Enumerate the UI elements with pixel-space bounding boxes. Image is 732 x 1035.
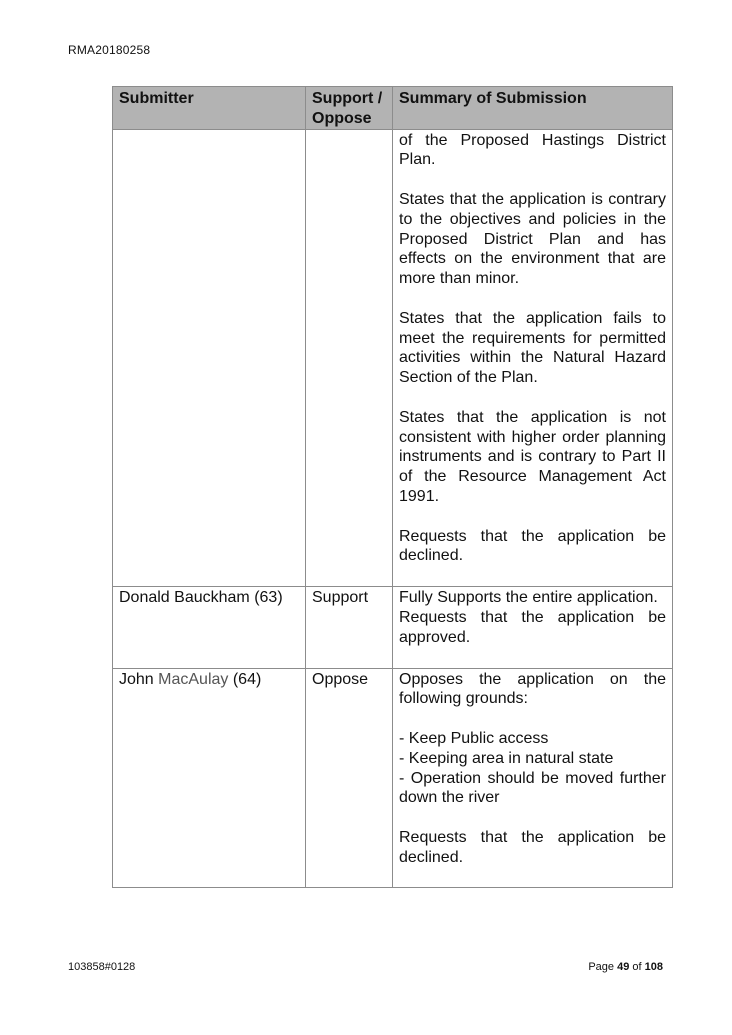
header-support-oppose: Support / Oppose: [306, 87, 393, 130]
table-row: [113, 587, 673, 668]
document-reference: RMA20180258: [68, 43, 151, 57]
summary-paragraph: Requests that the application be approved.: [399, 608, 666, 646]
table-row: [113, 129, 673, 587]
summary-paragraph: Fully Supports the entire application.: [399, 589, 658, 607]
footer-page-number: [588, 961, 663, 973]
footer-document-number: 103858#0128: [68, 961, 136, 973]
submitter-cell: [113, 668, 306, 888]
summary-paragraph: of the Proposed Hastings District Plan.: [399, 131, 666, 169]
summary-paragraph: Requests that the application be declined.: [399, 527, 666, 565]
header-summary: Summary of Submission: [393, 87, 673, 130]
position-cell: [306, 129, 393, 587]
summary-cell: [393, 129, 673, 587]
summary-cell: [393, 668, 673, 888]
table-row: [113, 668, 673, 888]
summary-bullet: - Operation should be moved further down the river: [399, 769, 666, 807]
summary-bullet: - Keep Public access: [399, 729, 549, 747]
submitter-number: (64): [228, 670, 262, 688]
page-total: 108: [644, 961, 663, 973]
header-submitter: Submitter: [113, 87, 306, 130]
submitter-cell: [113, 129, 306, 587]
summary-bullet: - Keeping area in natural state: [399, 749, 614, 767]
summary-paragraph: States that the application is not consistent with higher order planning instruments and is contrary to Part II of the Resource Management Act 1991.: [399, 408, 666, 505]
page-label: Page: [588, 961, 618, 973]
summary-paragraph: States that the application is contrary to the objectives and policies in the Proposed District Plan and has effects on the environment that are more than minor.: [399, 190, 666, 288]
submitter-given-name: John: [119, 670, 159, 688]
submitter-surname: MacAulay: [158, 670, 229, 688]
summary-paragraph: States that the application fails to meet the requirements for permitted activities within the Natural Hazard Section of the Plan.: [399, 309, 666, 387]
submissions-table: [112, 86, 673, 888]
position-cell: Oppose: [306, 668, 393, 888]
position-cell: Support: [306, 587, 393, 668]
summary-cell: [393, 587, 673, 668]
summary-paragraph: Requests that the application be declined.: [399, 828, 666, 866]
page-current: 49: [617, 961, 630, 973]
page-of: of: [629, 961, 645, 973]
table-header-row: [113, 87, 673, 130]
summary-paragraph: Opposes the application on the following grounds:: [399, 670, 666, 708]
submitter-cell: Donald Bauckham (63): [113, 587, 306, 668]
